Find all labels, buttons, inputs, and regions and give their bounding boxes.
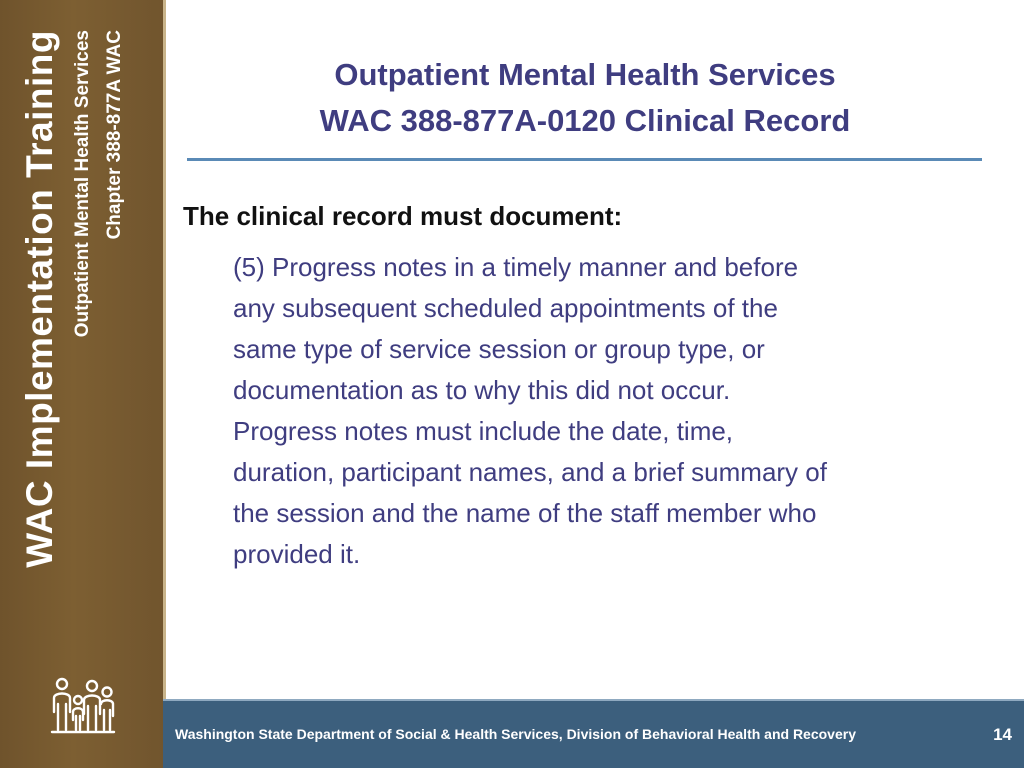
side-banner (0, 0, 163, 768)
body-line: documentation as to why this did not occur. (233, 375, 731, 405)
banner-title: WAC Implementation Training (19, 30, 60, 568)
body-line: provided it. (233, 539, 361, 569)
footer-bar (163, 699, 1024, 768)
page-number: 14 (993, 725, 1012, 744)
body-line: any subsequent scheduled appointments of the (233, 293, 778, 323)
banner-divider (163, 0, 166, 768)
banner-subtitle-chapter: Chapter 388-877A WAC (104, 30, 125, 240)
people-family-logo-icon (48, 674, 116, 736)
body-line: same type of service session or group type, or (233, 334, 765, 364)
title-underline (187, 158, 982, 161)
body-line: the session and the name of the staff member who (233, 498, 817, 528)
section-heading: The clinical record must document: (183, 201, 623, 231)
body-paragraph (233, 247, 973, 575)
body-line: (5) Progress notes in a timely manner and before (233, 252, 799, 282)
slide-title-line-1: Outpatient Mental Health Services (334, 57, 836, 92)
body-line: Progress notes must include the date, time, (233, 416, 734, 446)
slide-title (190, 52, 980, 144)
body-line: duration, participant names, and a brief summary of (233, 457, 827, 487)
banner-text-group (14, 12, 154, 612)
footer-organization: Washington State Department of Social & Health Services, Division of Behavioral Health and Recovery (175, 726, 856, 742)
banner-subtitle-program: Outpatient Mental Health Services (72, 30, 93, 338)
slide-title-line-2: WAC 388-877A-0120 Clinical Record (319, 103, 851, 138)
